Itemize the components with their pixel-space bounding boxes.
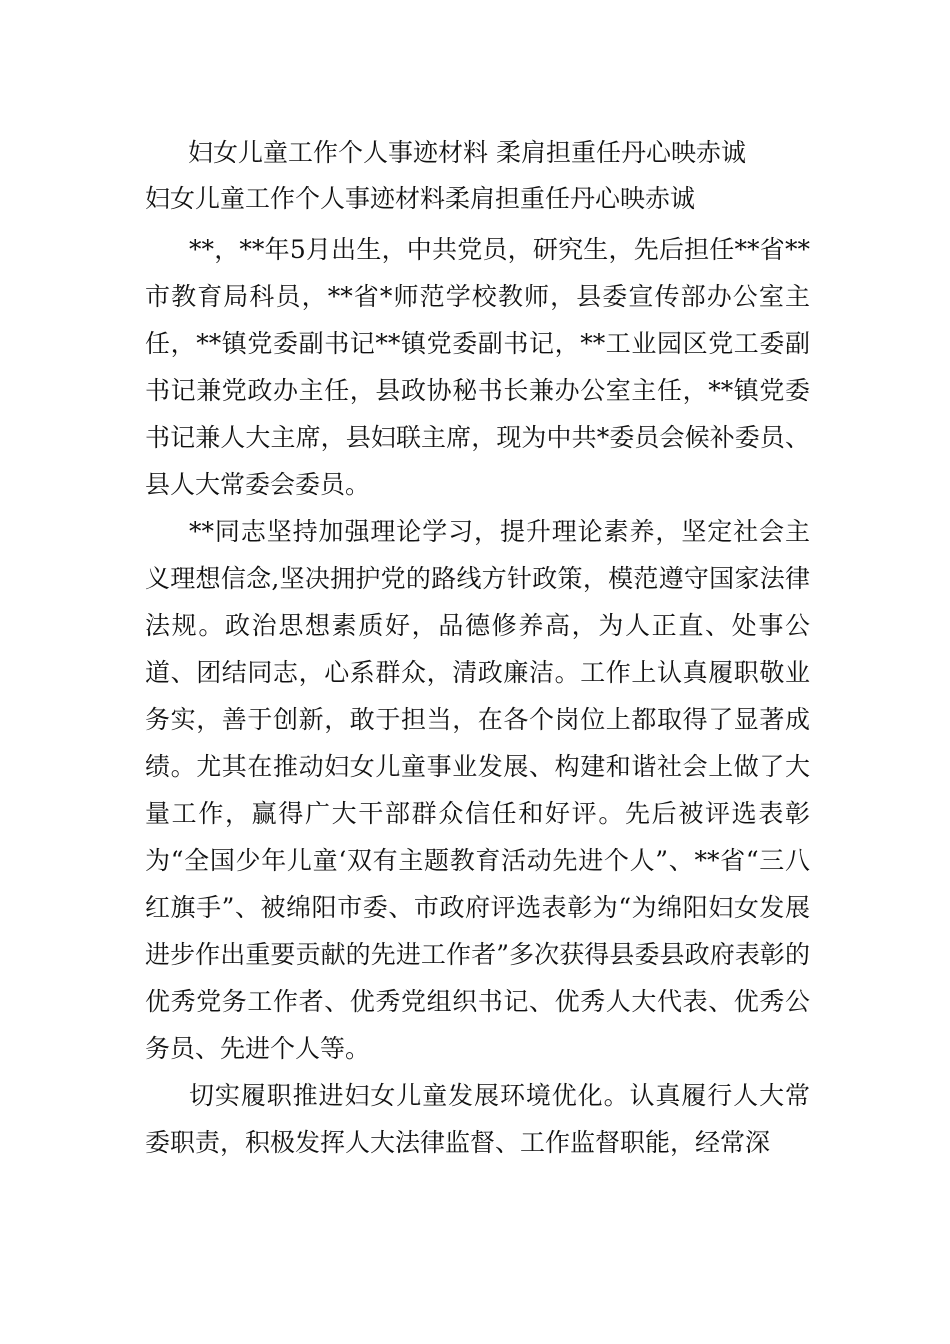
document-subtitle: 妇女儿童工作个人事迹材料柔肩担重任丹心映赤诚	[145, 184, 696, 213]
document-body	[145, 226, 810, 1166]
paragraph-biography: **，**年5月出生，中共党员，研究生，先后担任**省**市教育局科员，**省*师范学校教师，县委宣传部办公室主任，**镇党委副书记**镇党委副书记，**工业园区党工委副书记兼党政办主任，县政协秘书长兼办公室主任，**镇党委书记兼人大主席，县妇联主席，现为中共*委员会候补委员、县人大常委会委员。	[145, 235, 810, 499]
paragraph-duties: 切实履职推进妇女儿童发展环境优化。认真履行人大常委职责，积极发挥人大法律监督、工作监督职能，经常深	[145, 1081, 810, 1157]
paragraph-achievements: **同志坚持加强理论学习，提升理论素养，坚定社会主义理想信念,坚决拥护党的路线方针政策，模范遵守国家法律法规。政治思想素质好，品德修养高，为人正直、处事公道、团结同志，心系群众，清政廉洁。工作上认真履职敬业务实，善于创新，敢于担当，在各个岗位上都取得了显著成绩。尤其在推动妇女儿童事业发展、构建和谐社会上做了大量工作，赢得广大干部群众信任和好评。先后被评选表彰为“全国少年儿童‘双有主题教育活动先进个人”、**省“三八红旗手”、被绵阳市委、市政府评选表彰为“为绵阳妇女发展进步作出重要贡献的先进工作者”多次获得县委县政府表彰的优秀党务工作者、优秀党组织书记、优秀人大代表、优秀公务员、先进个人等。	[145, 517, 810, 1063]
document-title: 妇女儿童工作个人事迹材料 柔肩担重任丹心映赤诚	[188, 138, 746, 167]
